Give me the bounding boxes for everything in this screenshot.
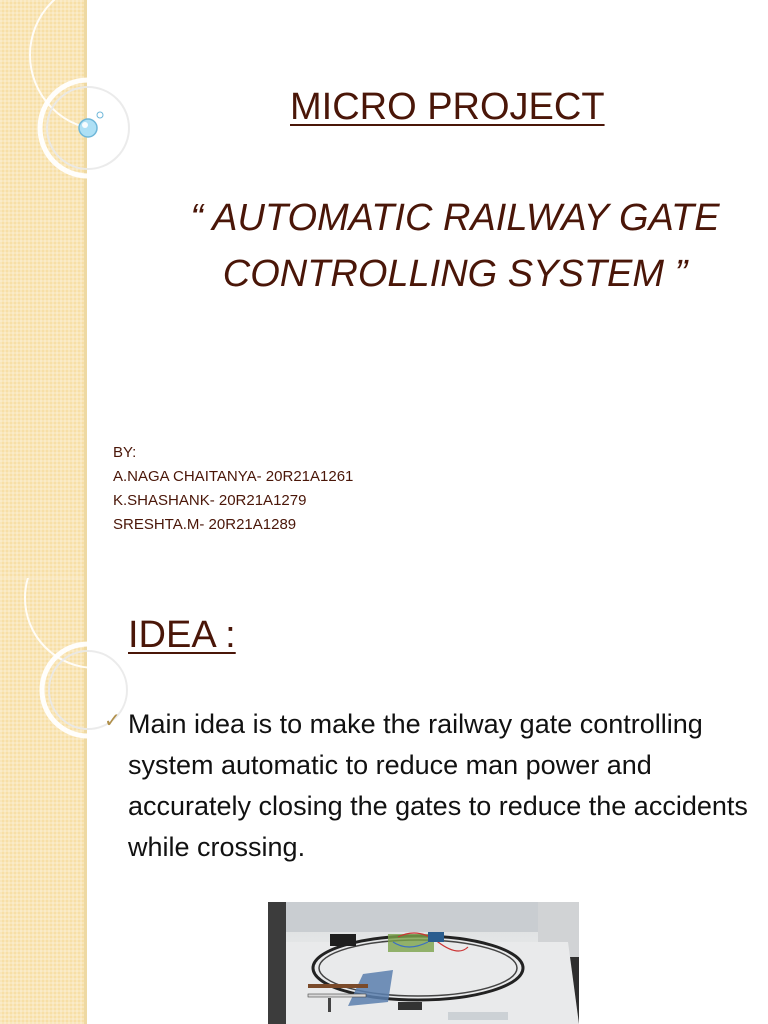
author-3: SRESHTA.M- 20R21A1289 — [113, 516, 297, 533]
authors-label: BY: — [113, 444, 137, 461]
railway-model-illustration — [268, 902, 579, 1024]
decorative-circles — [0, 0, 130, 240]
project-subtitle — [150, 190, 760, 302]
decorative-circles — [0, 578, 130, 778]
model-railway-photo — [268, 902, 579, 1024]
author-1: A.NAGA CHAITANYA- 20R21A1261 — [113, 468, 354, 485]
slide-idea — [0, 578, 768, 1024]
idea-bullet-text: Main idea is to make the railway gate controlling system automatic to reduce man power and accurately closing the gates to reduce the accidents while crossing. — [128, 709, 748, 862]
authors-block — [113, 441, 353, 537]
author-2: K.SHASHANK- 20R21A1279 — [113, 492, 307, 509]
page-title: MICRO PROJECT — [290, 86, 605, 128]
subtitle-line-1: “ AUTOMATIC RAILWAY GATE — [190, 197, 720, 239]
idea-heading: IDEA : — [128, 614, 236, 656]
subtitle-line-2: CONTROLLING SYSTEM ” — [222, 253, 688, 295]
checkmark-icon: ✓ — [104, 708, 121, 732]
